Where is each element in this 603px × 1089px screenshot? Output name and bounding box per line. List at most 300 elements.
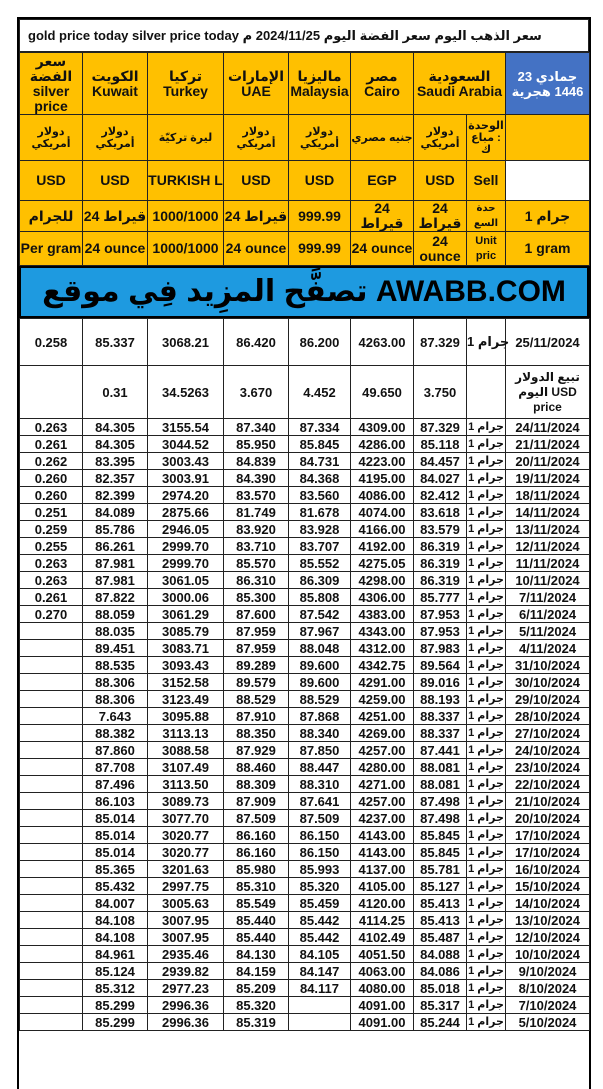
cell-cairo: 4383.00 <box>351 606 414 623</box>
cell-uae: 87.959 <box>224 640 289 657</box>
cell-date: 9/10/2024 <box>506 963 590 980</box>
cell-malaysia: 87.967 <box>289 623 351 640</box>
cell-kuwait: 85.014 <box>83 844 148 861</box>
cell-date: 17/10/2024 <box>506 827 590 844</box>
cell-unit: 1 جرام <box>467 861 506 878</box>
header-saudi: السعودية Saudi Arabia <box>414 53 506 115</box>
cell-malaysia: 86.150 <box>289 844 351 861</box>
cell-uae: 88.529 <box>224 691 289 708</box>
table-row <box>20 980 590 997</box>
cell-kuwait: 89.451 <box>83 640 148 657</box>
cell-uae: 85.950 <box>224 436 289 453</box>
table-row <box>20 657 590 674</box>
table-row <box>20 929 590 946</box>
cell-turkey: 3068.21 <box>148 319 224 366</box>
cell-saudi: 87.329 <box>414 319 467 366</box>
table-row <box>20 861 590 878</box>
cell-date: 17/10/2024 <box>506 844 590 861</box>
table-row <box>20 538 590 555</box>
cell-kuwait: 87.981 <box>83 572 148 589</box>
cell-uae: 83.920 <box>224 521 289 538</box>
cell-turkey: 3201.63 <box>148 861 224 878</box>
cell-date: 19/11/2024 <box>506 470 590 487</box>
currency-uae: USD <box>224 161 289 201</box>
cell-cairo: 4286.00 <box>351 436 414 453</box>
cell-malaysia: 85.845 <box>289 436 351 453</box>
cell-uae: 87.600 <box>224 606 289 623</box>
cell-cairo: 4080.00 <box>351 980 414 997</box>
cell-kuwait: 85.299 <box>83 997 148 1014</box>
cell-turkey: 3113.13 <box>148 725 224 742</box>
cell-turkey: 3155.54 <box>148 419 224 436</box>
cell-saudi: 88.337 <box>414 725 467 742</box>
cell-uae: 84.159 <box>224 963 289 980</box>
cell-turkey: 3003.91 <box>148 470 224 487</box>
cell-kuwait: 87.822 <box>83 589 148 606</box>
cell-unit: 1 جرام <box>467 555 506 572</box>
cell-uae: 87.340 <box>224 419 289 436</box>
weight-en-turkey: 1000/1000 <box>148 232 224 266</box>
cell-saudi: 83.618 <box>414 504 467 521</box>
cell-date: 20/10/2024 <box>506 810 590 827</box>
cell-cairo: 4259.00 <box>351 691 414 708</box>
weight-en-unit: Unit pric <box>467 232 506 266</box>
table-row <box>20 555 590 572</box>
cell-kuwait: 85.337 <box>83 319 148 366</box>
cell-unit: 1 جرام <box>467 895 506 912</box>
cell-cairo: 4251.00 <box>351 708 414 725</box>
website-banner[interactable]: تصفَّح المزِيد فِي موقع AWABB.COM <box>19 266 589 318</box>
cell-saudi: 89.016 <box>414 674 467 691</box>
table-row <box>20 963 590 980</box>
cell-saudi: 88.193 <box>414 691 467 708</box>
cell-unit: 1 جرام <box>467 946 506 963</box>
currency-kuwait: USD <box>83 161 148 201</box>
unit-kuwait: دولار أمريكي <box>83 115 148 161</box>
cell-silver: 0.261 <box>20 589 83 606</box>
cell-malaysia: 85.442 <box>289 912 351 929</box>
unit-date <box>506 115 590 161</box>
cell-date: 14/10/2024 <box>506 895 590 912</box>
unit-cairo: جنيه مصري <box>351 115 414 161</box>
cell-unit: 1 جرام <box>467 844 506 861</box>
cell-uae: 85.300 <box>224 589 289 606</box>
cell-malaysia: 84.731 <box>289 453 351 470</box>
cell-uae: 85.570 <box>224 555 289 572</box>
cell-silver: 0.251 <box>20 504 83 521</box>
cell-kuwait: 85.786 <box>83 521 148 538</box>
cell-cairo: 4091.00 <box>351 997 414 1014</box>
cell-malaysia: 88.529 <box>289 691 351 708</box>
cell-cairo: 4269.00 <box>351 725 414 742</box>
cell-cairo: 4263.00 <box>351 319 414 366</box>
cell-saudi: 88.337 <box>414 708 467 725</box>
cell-saudi: 86.319 <box>414 572 467 589</box>
cell-uae: 85.549 <box>224 895 289 912</box>
currency-unit: Sell <box>467 161 506 201</box>
cell-kuwait: 84.089 <box>83 504 148 521</box>
cell-cairo: 4143.00 <box>351 827 414 844</box>
cell-malaysia: 85.993 <box>289 861 351 878</box>
header-uae: الإمارات UAE <box>224 53 289 115</box>
cell-date: تبيع الدولار اليوم USD price <box>506 366 590 419</box>
cell-silver <box>20 844 83 861</box>
table-row <box>20 623 590 640</box>
currency-saudi: USD <box>414 161 467 201</box>
cell-uae: 81.749 <box>224 504 289 521</box>
cell-silver: 0.259 <box>20 521 83 538</box>
cell-date: 13/11/2024 <box>506 521 590 538</box>
cell-kuwait: 84.007 <box>83 895 148 912</box>
cell-saudi: 87.498 <box>414 810 467 827</box>
cell-silver: 0.263 <box>20 572 83 589</box>
currency-turkey: TURKISH L <box>148 161 224 201</box>
cell-kuwait: 86.261 <box>83 538 148 555</box>
cell-unit: 1 جرام <box>467 1014 506 1031</box>
cell-malaysia: 87.868 <box>289 708 351 725</box>
table-row <box>20 912 590 929</box>
cell-uae: 87.509 <box>224 810 289 827</box>
cell-uae: 85.209 <box>224 980 289 997</box>
cell-uae: 87.959 <box>224 623 289 640</box>
cell-saudi: 85.781 <box>414 861 467 878</box>
cell-saudi: 86.319 <box>414 538 467 555</box>
cell-turkey: 3061.05 <box>148 572 224 589</box>
cell-malaysia: 84.147 <box>289 963 351 980</box>
cell-date: 28/10/2024 <box>506 708 590 725</box>
cell-unit: 1 جرام <box>467 929 506 946</box>
table-row <box>20 810 590 827</box>
cell-cairo: 49.650 <box>351 366 414 419</box>
cell-date: 24/10/2024 <box>506 742 590 759</box>
cell-uae: 3.670 <box>224 366 289 419</box>
cell-turkey: 2997.75 <box>148 878 224 895</box>
table-row <box>20 572 590 589</box>
cell-kuwait: 88.306 <box>83 674 148 691</box>
header-cairo: مصر Cairo <box>351 53 414 115</box>
cell-unit: 1 جرام <box>467 878 506 895</box>
header-silver: سعر الفضة silver price <box>20 53 83 115</box>
cell-silver: 0.260 <box>20 470 83 487</box>
cell-turkey: 2999.70 <box>148 538 224 555</box>
weight-en-silver: Per gram <box>20 232 83 266</box>
cell-kuwait: 85.432 <box>83 878 148 895</box>
cell-cairo: 4063.00 <box>351 963 414 980</box>
cell-turkey: 3152.58 <box>148 674 224 691</box>
cell-unit: 1 جرام <box>467 776 506 793</box>
cell-turkey: 2974.20 <box>148 487 224 504</box>
cell-uae: 84.130 <box>224 946 289 963</box>
cell-saudi: 84.088 <box>414 946 467 963</box>
cell-silver <box>20 861 83 878</box>
cell-unit: 1 جرام <box>467 538 506 555</box>
cell-date: 20/11/2024 <box>506 453 590 470</box>
cell-saudi: 85.845 <box>414 844 467 861</box>
unit-turkey: ليرة تركيّة <box>148 115 224 161</box>
header-hijri-date: 23 جمادي 1446 هجرية <box>506 53 590 115</box>
cell-cairo: 4074.00 <box>351 504 414 521</box>
cell-malaysia: 86.150 <box>289 827 351 844</box>
cell-kuwait: 84.108 <box>83 929 148 946</box>
cell-silver: 0.255 <box>20 538 83 555</box>
cell-kuwait: 88.382 <box>83 725 148 742</box>
table-row <box>20 878 590 895</box>
cell-silver: 0.270 <box>20 606 83 623</box>
cell-cairo: 4105.00 <box>351 878 414 895</box>
cell-unit: 1 جرام <box>467 453 506 470</box>
cell-kuwait: 82.399 <box>83 487 148 504</box>
cell-silver <box>20 725 83 742</box>
cell-malaysia <box>289 997 351 1014</box>
cell-silver <box>20 1014 83 1031</box>
cell-silver <box>20 708 83 725</box>
cell-saudi: 85.118 <box>414 436 467 453</box>
currency-date <box>506 161 590 201</box>
cell-saudi: 86.319 <box>414 555 467 572</box>
cell-kuwait: 84.961 <box>83 946 148 963</box>
table-row <box>20 997 590 1014</box>
cell-unit: 1 جرام <box>467 674 506 691</box>
cell-malaysia: 85.808 <box>289 589 351 606</box>
cell-saudi: 3.750 <box>414 366 467 419</box>
cell-saudi: 85.413 <box>414 912 467 929</box>
cell-date: 4/11/2024 <box>506 640 590 657</box>
cell-date: 31/10/2024 <box>506 657 590 674</box>
cell-kuwait: 85.014 <box>83 827 148 844</box>
cell-kuwait: 84.108 <box>83 912 148 929</box>
cell-turkey: 3095.88 <box>148 708 224 725</box>
weight-ar-unit: حدة السع <box>467 201 506 232</box>
cell-saudi: 85.487 <box>414 929 467 946</box>
cell-unit: 1 جرام <box>467 606 506 623</box>
cell-unit: 1 جرام <box>467 572 506 589</box>
cell-kuwait: 85.365 <box>83 861 148 878</box>
table-row <box>20 436 590 453</box>
cell-silver <box>20 759 83 776</box>
table-row <box>20 725 590 742</box>
cell-silver <box>20 623 83 640</box>
cell-unit: 1 جرام <box>467 504 506 521</box>
table-row <box>20 946 590 963</box>
cell-date: 13/10/2024 <box>506 912 590 929</box>
cell-turkey: 3000.06 <box>148 589 224 606</box>
header-kuwait: الكويت Kuwait <box>83 53 148 115</box>
weight-ar-turkey: 1000/1000 <box>148 201 224 232</box>
cell-uae: 83.710 <box>224 538 289 555</box>
cell-date: 16/10/2024 <box>506 861 590 878</box>
cell-uae: 88.460 <box>224 759 289 776</box>
unit-uae: دولار أمريكي <box>224 115 289 161</box>
table-row <box>20 589 590 606</box>
cell-date: 21/11/2024 <box>506 436 590 453</box>
cell-turkey: 3083.71 <box>148 640 224 657</box>
cell-unit: 1 جرام <box>467 521 506 538</box>
cell-date: 12/10/2024 <box>506 929 590 946</box>
cell-date: 10/10/2024 <box>506 946 590 963</box>
cell-malaysia: 83.707 <box>289 538 351 555</box>
cell-unit: 1 جرام <box>467 640 506 657</box>
cell-cairo: 4114.25 <box>351 912 414 929</box>
cell-date: 18/11/2024 <box>506 487 590 504</box>
cell-saudi: 87.983 <box>414 640 467 657</box>
cell-kuwait: 87.496 <box>83 776 148 793</box>
cell-date: 15/10/2024 <box>506 878 590 895</box>
cell-unit: 1 جرام <box>467 708 506 725</box>
cell-unit: 1 جرام <box>467 470 506 487</box>
cell-saudi: 87.329 <box>414 419 467 436</box>
cell-kuwait: 85.124 <box>83 963 148 980</box>
cell-kuwait: 88.535 <box>83 657 148 674</box>
cell-date: 10/11/2024 <box>506 572 590 589</box>
cell-uae: 83.570 <box>224 487 289 504</box>
weight-en-uae: 24 ounce <box>224 232 289 266</box>
cell-kuwait: 85.312 <box>83 980 148 997</box>
cell-silver: 0.263 <box>20 555 83 572</box>
cell-malaysia: 86.200 <box>289 319 351 366</box>
cell-cairo: 4257.00 <box>351 793 414 810</box>
table-row <box>20 640 590 657</box>
cell-malaysia: 88.340 <box>289 725 351 742</box>
cell-saudi: 87.953 <box>414 606 467 623</box>
cell-cairo: 4280.00 <box>351 759 414 776</box>
weight-ar-saudi: 24 قيراط <box>414 201 467 232</box>
cell-malaysia: 86.309 <box>289 572 351 589</box>
cell-kuwait: 84.305 <box>83 419 148 436</box>
cell-uae: 87.910 <box>224 708 289 725</box>
cell-turkey: 3093.43 <box>148 657 224 674</box>
weight-en-malaysia: 999.99 <box>289 232 351 266</box>
cell-date: 5/11/2024 <box>506 623 590 640</box>
table-row <box>20 742 590 759</box>
cell-silver <box>20 366 83 419</box>
cell-turkey: 3088.58 <box>148 742 224 759</box>
table-row <box>20 419 590 436</box>
cell-silver <box>20 895 83 912</box>
cell-saudi: 84.027 <box>414 470 467 487</box>
price-sheet <box>17 17 591 1089</box>
table-row <box>20 470 590 487</box>
cell-malaysia: 84.117 <box>289 980 351 997</box>
cell-cairo: 4091.00 <box>351 1014 414 1031</box>
cell-malaysia: 89.600 <box>289 657 351 674</box>
cell-silver <box>20 640 83 657</box>
cell-uae: 88.309 <box>224 776 289 793</box>
today-row <box>20 319 590 366</box>
page-title: gold price today silver price today سعر الذهب اليوم سعر الفضة اليوم 2024/11/25 م <box>20 20 589 52</box>
cell-turkey: 2935.46 <box>148 946 224 963</box>
cell-silver <box>20 776 83 793</box>
cell-malaysia: 83.560 <box>289 487 351 504</box>
cell-saudi: 85.018 <box>414 980 467 997</box>
cell-uae: 86.420 <box>224 319 289 366</box>
cell-turkey: 3085.79 <box>148 623 224 640</box>
cell-date: 29/10/2024 <box>506 691 590 708</box>
cell-saudi: 85.413 <box>414 895 467 912</box>
cell-cairo: 4237.00 <box>351 810 414 827</box>
header-turkey: تركيا Turkey <box>148 53 224 115</box>
cell-date: 6/11/2024 <box>506 606 590 623</box>
cell-kuwait: 83.395 <box>83 453 148 470</box>
header-table <box>19 52 590 266</box>
cell-turkey: 2999.70 <box>148 555 224 572</box>
cell-silver <box>20 997 83 1014</box>
cell-turkey: 3003.43 <box>148 453 224 470</box>
cell-malaysia <box>289 1014 351 1031</box>
table-row <box>20 674 590 691</box>
cell-turkey: 34.5263 <box>148 366 224 419</box>
cell-silver <box>20 691 83 708</box>
cell-unit: 1 جرام <box>467 793 506 810</box>
cell-silver <box>20 827 83 844</box>
cell-turkey: 3044.52 <box>148 436 224 453</box>
cell-kuwait: 88.306 <box>83 691 148 708</box>
cell-date: 22/10/2024 <box>506 776 590 793</box>
cell-unit: 1 جرام <box>467 691 506 708</box>
cell-date: 30/10/2024 <box>506 674 590 691</box>
cell-date: 5/10/2024 <box>506 1014 590 1031</box>
cell-date: 12/11/2024 <box>506 538 590 555</box>
cell-unit: 1 جرام <box>467 725 506 742</box>
cell-cairo: 4195.00 <box>351 470 414 487</box>
cell-cairo: 4143.00 <box>351 844 414 861</box>
cell-saudi: 87.953 <box>414 623 467 640</box>
cell-cairo: 4342.75 <box>351 657 414 674</box>
cell-date: 23/10/2024 <box>506 759 590 776</box>
cell-unit: 1 جرام <box>467 436 506 453</box>
cell-silver <box>20 810 83 827</box>
cell-saudi: 85.244 <box>414 1014 467 1031</box>
table-row <box>20 453 590 470</box>
cell-turkey: 3005.63 <box>148 895 224 912</box>
cell-cairo: 4275.05 <box>351 555 414 572</box>
cell-unit: 1 جرام <box>467 963 506 980</box>
weight-ar-malaysia: 999.99 <box>289 201 351 232</box>
cell-cairo: 4298.00 <box>351 572 414 589</box>
header-malaysia: ماليزيا Malaysia <box>289 53 351 115</box>
cell-saudi: 87.498 <box>414 793 467 810</box>
cell-date: 7/10/2024 <box>506 997 590 1014</box>
cell-unit: 1 جرام <box>467 997 506 1014</box>
cell-silver <box>20 980 83 997</box>
weight-en-date: 1 gram <box>506 232 590 266</box>
cell-date: 21/10/2024 <box>506 793 590 810</box>
cell-malaysia: 84.105 <box>289 946 351 963</box>
cell-saudi: 85.777 <box>414 589 467 606</box>
cell-cairo: 4257.00 <box>351 742 414 759</box>
cell-cairo: 4137.00 <box>351 861 414 878</box>
table-row <box>20 895 590 912</box>
cell-turkey: 2977.23 <box>148 980 224 997</box>
cell-uae: 86.160 <box>224 844 289 861</box>
cell-malaysia: 87.334 <box>289 419 351 436</box>
cell-silver <box>20 929 83 946</box>
cell-turkey: 3113.50 <box>148 776 224 793</box>
cell-silver <box>20 657 83 674</box>
cell-uae: 87.929 <box>224 742 289 759</box>
cell-uae: 85.980 <box>224 861 289 878</box>
cell-unit: 1 جرام <box>467 657 506 674</box>
cell-date: 7/11/2024 <box>506 589 590 606</box>
cell-date: 8/10/2024 <box>506 980 590 997</box>
cell-turkey: 3089.73 <box>148 793 224 810</box>
cell-unit: 1 جرام <box>467 589 506 606</box>
table-row <box>20 827 590 844</box>
cell-cairo: 4223.00 <box>351 453 414 470</box>
weight-ar-kuwait: 24 قيراط <box>83 201 148 232</box>
cell-date: 27/10/2024 <box>506 725 590 742</box>
cell-malaysia: 85.459 <box>289 895 351 912</box>
cell-malaysia: 87.542 <box>289 606 351 623</box>
